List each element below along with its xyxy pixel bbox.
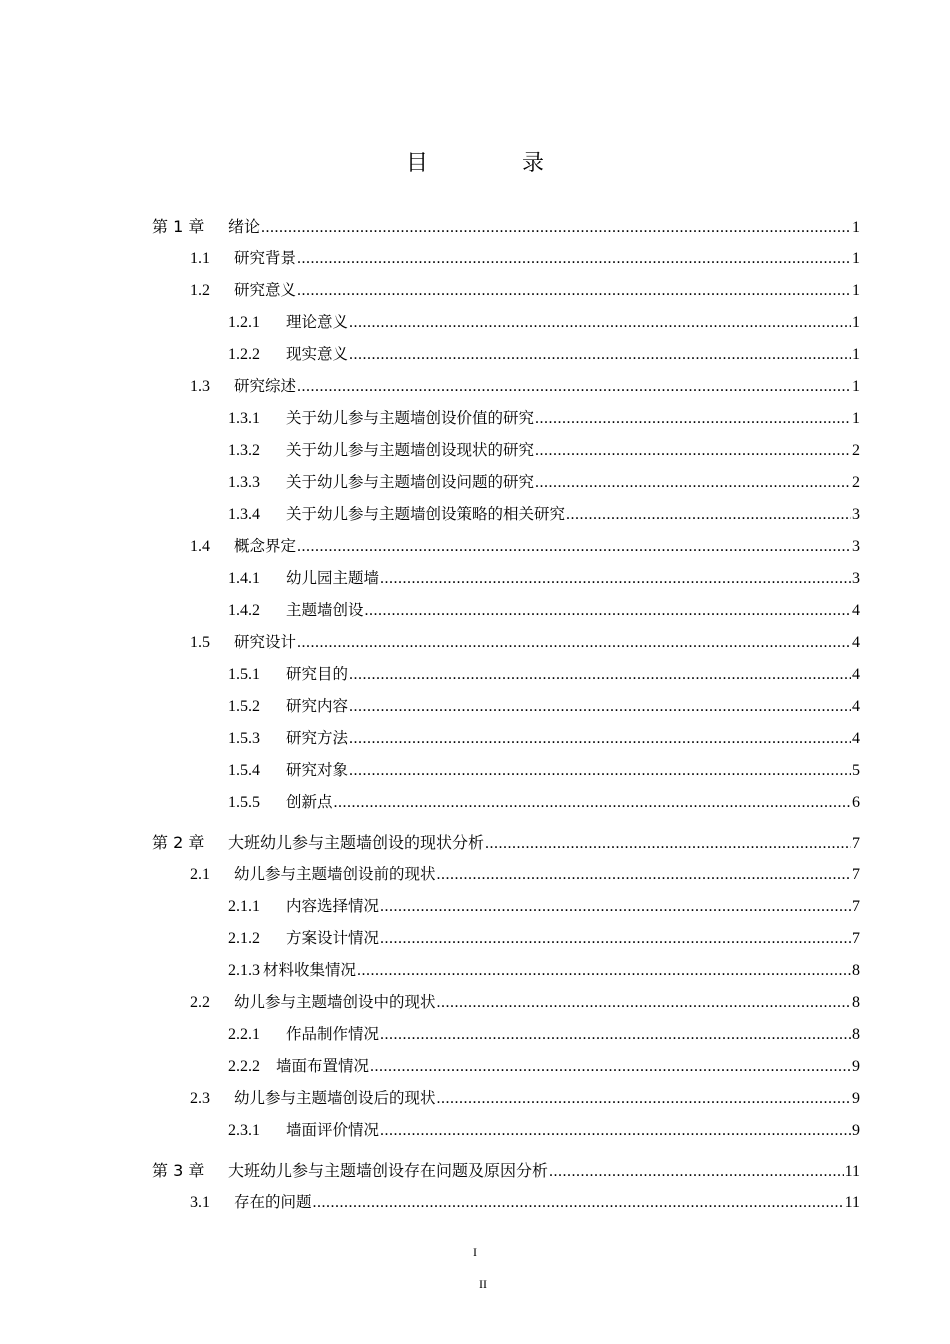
toc-leader-dots [357, 962, 851, 980]
toc-entry-number: 1.3.3 [228, 474, 260, 491]
toc-entry[interactable] [228, 465, 860, 497]
toc-entry[interactable] [228, 561, 860, 593]
toc-leader-dots [485, 835, 851, 853]
toc-leader-dots [380, 930, 851, 948]
toc-entry-page: 1 [852, 282, 860, 299]
toc-entry-number: 2.2.2 [228, 1058, 260, 1075]
toc-entry-title: 关于幼儿参与主题墙创设问题的研究 [286, 473, 535, 491]
toc-entry[interactable] [228, 497, 860, 529]
toc-entry-title: 研究方法 [286, 729, 349, 747]
toc-entry-title: 研究综述 [234, 377, 297, 395]
toc-leader-dots [297, 634, 851, 652]
toc-entry-title: 研究背景 [234, 249, 297, 267]
toc-entry-page: 7 [852, 866, 860, 883]
toc-entry[interactable] [228, 1113, 860, 1145]
toc-entry[interactable] [228, 953, 860, 985]
toc-entry-number: 1.4.1 [228, 570, 260, 587]
toc-leader-dots [437, 994, 851, 1012]
toc-entry-title: 存在的问题 [234, 1193, 312, 1211]
toc-entry-title: 作品制作情况 [286, 1025, 380, 1043]
toc-leader-dots [437, 1090, 851, 1108]
toc-entry-number: 2.1.1 [228, 898, 260, 915]
toc-entry-page: 1 [852, 250, 860, 267]
toc-entry[interactable] [190, 529, 860, 561]
toc-leader-dots [380, 1026, 851, 1044]
toc-entry-title: 幼儿参与主题墙创设中的现状 [234, 993, 436, 1011]
toc-entry-number: 2.2.1 [228, 1026, 260, 1043]
toc-entry-page: 1 [852, 314, 860, 331]
toc-entry-page: 8 [852, 962, 860, 979]
toc-entry-title: 研究对象 [286, 761, 349, 779]
toc-entry[interactable] [190, 273, 860, 305]
toc-entry[interactable] [190, 985, 860, 1017]
toc-entry-number: 1.1 [190, 250, 210, 267]
toc-entry[interactable] [228, 889, 860, 921]
toc-entry-page: 2 [852, 442, 860, 459]
toc-entry-number: 3.1 [190, 1194, 210, 1211]
toc-entry-page: 8 [852, 994, 860, 1011]
toc-entry[interactable] [152, 825, 860, 857]
toc-entry-title: 关于幼儿参与主题墙创设现状的研究 [286, 441, 535, 459]
toc-leader-dots [313, 1194, 844, 1212]
toc-leader-dots [297, 538, 851, 556]
toc-entry-page: 7 [852, 930, 860, 947]
toc-entry-title: 关于幼儿参与主题墙创设策略的相关研究 [286, 505, 566, 523]
toc-entry-page: 1 [852, 218, 860, 236]
toc-entry[interactable] [190, 1081, 860, 1113]
toc-entry-title: 幼儿参与主题墙创设后的现状 [234, 1089, 436, 1107]
toc-entry[interactable] [190, 369, 860, 401]
toc-entry-title: 研究目的 [286, 665, 349, 683]
toc-entry-number: 1.5.2 [228, 698, 260, 715]
toc-leader-dots [349, 698, 851, 716]
toc-entry-page: 11 [844, 1194, 860, 1211]
toc-entry-title: 研究设计 [234, 633, 297, 651]
toc-entry-page: 1 [852, 410, 860, 427]
toc-entry-title: 材料收集情况 [263, 961, 357, 979]
toc-leader-dots [370, 1058, 851, 1076]
toc-entry-number: 1.3.1 [228, 410, 260, 427]
toc-leader-dots [297, 282, 851, 300]
toc-entry-title: 墙面布置情况 [276, 1057, 370, 1075]
toc-leader-dots [349, 666, 851, 684]
toc-entry-number: 1.4 [190, 538, 210, 555]
toc-leader-dots [549, 1163, 844, 1181]
toc-entry-page: 4 [852, 666, 860, 683]
toc-entry-page: 6 [852, 794, 860, 811]
footer-page-number-secondary: II [479, 1277, 487, 1291]
toc-entry-page: 4 [852, 634, 860, 651]
toc-entry-title: 大班幼儿参与主题墙创设存在问题及原因分析 [228, 1160, 549, 1180]
toc-entry-title: 内容选择情况 [286, 897, 380, 915]
toc-entry[interactable] [190, 857, 860, 889]
toc-entry-number: 1.3 [190, 378, 210, 395]
toc-leader-dots [349, 346, 851, 364]
toc-entry-title: 现实意义 [286, 345, 349, 363]
toc-entry-title: 创新点 [286, 793, 333, 811]
toc-entry-title: 墙面评价情况 [286, 1121, 380, 1139]
toc-leader-dots [334, 794, 851, 812]
toc-leader-dots [261, 219, 851, 237]
toc-entry-number: 第 2 章 [152, 832, 205, 852]
toc-leader-dots [349, 314, 851, 332]
toc-entry[interactable] [190, 1185, 860, 1217]
toc-entry-page: 5 [852, 762, 860, 779]
toc-entry-page: 4 [852, 698, 860, 715]
toc-entry[interactable] [228, 785, 860, 817]
toc-entry-page: 9 [852, 1090, 860, 1107]
toc-entry-number: 2.3.1 [228, 1122, 260, 1139]
toc-entry[interactable] [228, 753, 860, 785]
toc-entry[interactable] [190, 625, 860, 657]
toc-entry-number: 1.2.1 [228, 314, 260, 331]
toc-entry-number: 1.5.3 [228, 730, 260, 747]
toc-entry-number: 第 1 章 [152, 216, 205, 236]
toc-entry-page: 3 [852, 538, 860, 555]
toc-entry-page: 9 [852, 1122, 860, 1139]
toc-entry-title: 大班幼儿参与主题墙创设的现状分析 [228, 832, 485, 852]
toc-entry[interactable] [228, 337, 860, 369]
toc-entry[interactable] [228, 1049, 860, 1081]
toc-leader-dots [437, 866, 851, 884]
toc-entry-page: 7 [852, 898, 860, 915]
toc-leader-dots [566, 506, 851, 524]
toc-entry-number: 1.3.2 [228, 442, 260, 459]
toc-leader-dots [365, 602, 851, 620]
toc-entry-page: 1 [852, 346, 860, 363]
toc-entry[interactable] [228, 657, 860, 689]
toc-entry-page: 2 [852, 474, 860, 491]
toc-entry-page: 1 [852, 378, 860, 395]
toc-leader-dots [380, 570, 851, 588]
toc-entry-number: 1.2.2 [228, 346, 260, 363]
toc-entry-page: 4 [852, 602, 860, 619]
toc-leader-dots [380, 898, 851, 916]
toc-entry-number: 1.3.4 [228, 506, 260, 523]
toc-entry-number: 1.5 [190, 634, 210, 651]
toc-entry[interactable] [190, 241, 860, 273]
toc-leader-dots [535, 474, 851, 492]
toc-entry-number: 2.1 [190, 866, 210, 883]
toc-entry-number: 2.1.2 [228, 930, 260, 947]
toc-entry-number: 2.3 [190, 1090, 210, 1107]
toc-entry-page: 3 [852, 570, 860, 587]
toc-entry-title: 方案设计情况 [286, 929, 380, 947]
toc-leader-dots [349, 730, 851, 748]
toc-entry[interactable] [228, 721, 860, 753]
toc-entry[interactable] [228, 433, 860, 465]
toc-leader-dots [380, 1122, 851, 1140]
toc-entry-number: 1.5.5 [228, 794, 260, 811]
toc-entry[interactable] [152, 209, 860, 241]
toc-entry[interactable] [228, 1017, 860, 1049]
toc-leader-dots [535, 410, 851, 428]
toc-leader-dots [349, 762, 851, 780]
toc-entry-title: 概念界定 [234, 537, 297, 555]
toc-entry-page: 7 [852, 834, 860, 852]
toc-entry-page: 9 [852, 1058, 860, 1075]
toc-entry-number: 2.1.3 [228, 962, 260, 979]
toc-entry[interactable] [228, 921, 860, 953]
toc-leader-dots [297, 250, 851, 268]
toc-entry-page: 3 [852, 506, 860, 523]
toc-entry-title: 绪论 [228, 216, 261, 236]
toc-entry[interactable] [152, 1153, 860, 1185]
footer-page-number: I [473, 1245, 477, 1259]
toc-entry-title: 研究意义 [234, 281, 297, 299]
toc-entry-page: 8 [852, 1026, 860, 1043]
toc-entry-page: 11 [844, 1162, 860, 1180]
toc-leader-dots [535, 442, 851, 460]
toc-leader-dots [297, 378, 851, 396]
toc-entry[interactable] [228, 689, 860, 721]
toc-entry-title: 研究内容 [286, 697, 349, 715]
toc-entry-number: 1.4.2 [228, 602, 260, 619]
toc-entry-title: 主题墙创设 [286, 601, 364, 619]
toc-entry-title: 理论意义 [286, 313, 349, 331]
page-title: 目 录 [405, 151, 580, 176]
toc-entry-number: 2.2 [190, 994, 210, 1011]
toc-entry-title: 幼儿园主题墙 [286, 569, 380, 587]
toc-entry-number: 第 3 章 [152, 1160, 205, 1180]
toc-entry-page: 4 [852, 730, 860, 747]
toc-entry-title: 关于幼儿参与主题墙创设价值的研究 [286, 409, 535, 427]
toc-entry[interactable] [228, 401, 860, 433]
toc-entry-number: 1.5.1 [228, 666, 260, 683]
toc-entry[interactable] [228, 593, 860, 625]
toc-entry-number: 1.5.4 [228, 762, 260, 779]
toc-entry-title: 幼儿参与主题墙创设前的现状 [234, 865, 436, 883]
toc-entry-number: 1.2 [190, 282, 210, 299]
toc-entry[interactable] [228, 305, 860, 337]
